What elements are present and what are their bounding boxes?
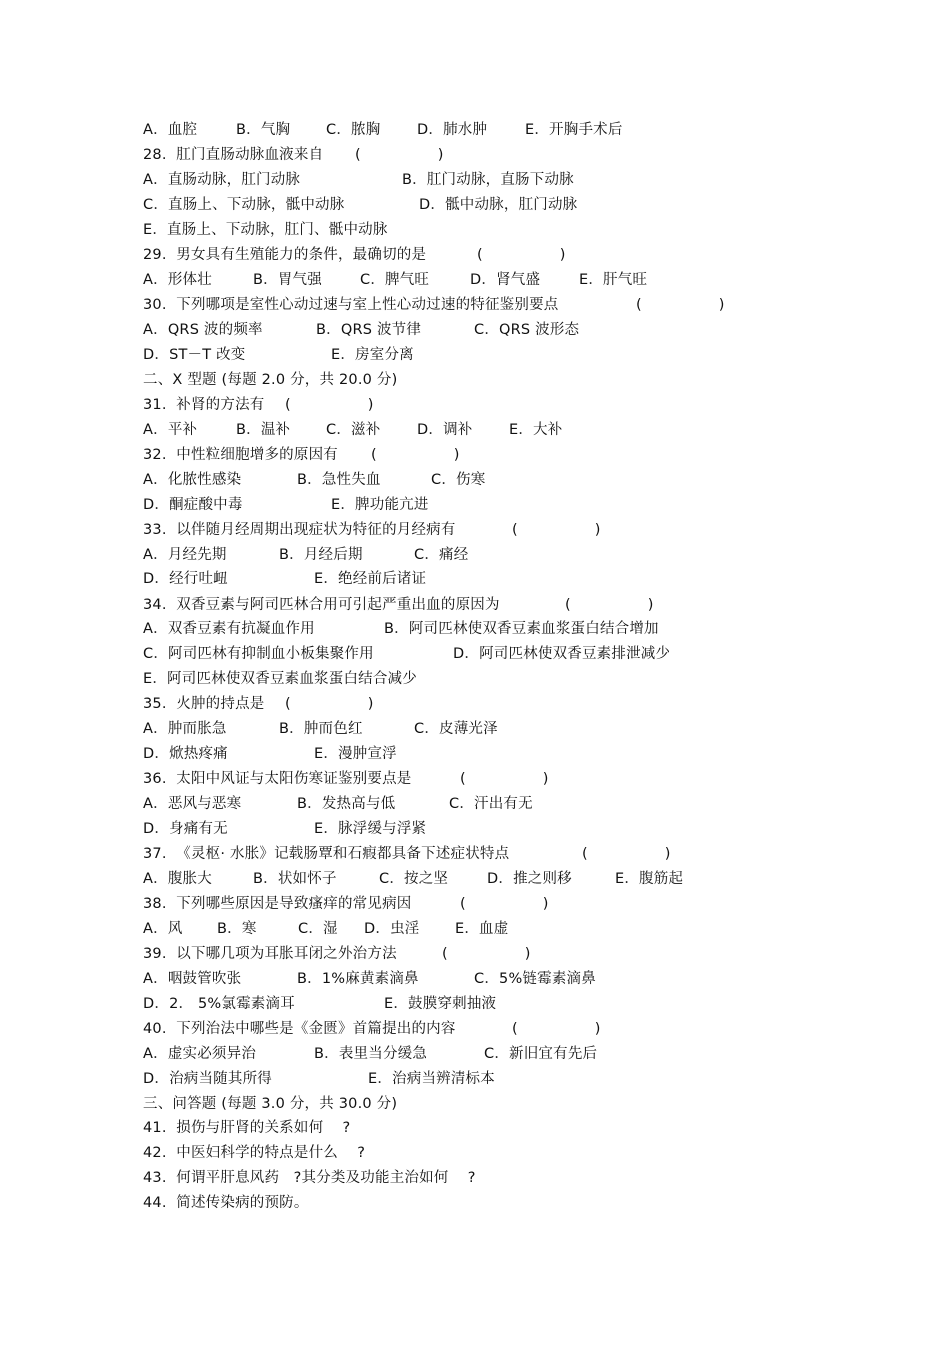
- answer-option: C．汗出有无: [449, 796, 533, 812]
- answer-option: B．寒: [217, 921, 257, 937]
- answer-option: A．化脓性感染: [143, 472, 242, 488]
- answer-option: D．骶中动脉，肛门动脉: [419, 197, 578, 213]
- answer-option: E．鼓膜穿刺抽液: [384, 996, 497, 1012]
- answer-option: A．双香豆素有抗凝血作用: [143, 621, 315, 637]
- question-text: 30. 下列哪项是室性心动过速与室上性心动过速的特征鉴别要点: [143, 297, 559, 313]
- answer-option: C．湿: [298, 921, 338, 937]
- answer-blank: ( ): [565, 597, 654, 613]
- answer-option: A．恶风与恶寒: [143, 796, 242, 812]
- answer-blank: ( ): [355, 147, 444, 163]
- question-text: 39. 以下哪几项为耳胀耳闭之外治方法: [143, 946, 397, 962]
- answer-option: A．直肠动脉，肛门动脉: [143, 172, 301, 188]
- answer-option: C．直肠上、下动脉，骶中动脉: [143, 197, 345, 213]
- answer-option: A．腹胀大: [143, 871, 212, 887]
- answer-option: D．经行吐衄: [143, 571, 228, 587]
- answer-option: A．风: [143, 921, 183, 937]
- answer-option: C．阿司匹林有抑制血小板集聚作用: [143, 646, 374, 662]
- question-text: 33. 以伴随月经周期出现症状为特征的月经病有: [143, 522, 456, 538]
- question-text: 37. 《灵枢· 水胀》记载肠覃和石瘕都具备下述症状特点: [143, 846, 510, 862]
- answer-option: A．血腔: [143, 122, 198, 138]
- answer-blank: ( ): [636, 297, 725, 313]
- answer-option: E．大补: [509, 422, 563, 438]
- answer-option: B．QRS 波节律: [316, 322, 422, 338]
- answer-option: A．月经先期: [143, 547, 227, 563]
- question-text: 29. 男女具有生殖能力的条件，最确切的是: [143, 247, 427, 263]
- question-text: 34. 双香豆素与阿司匹林合用可引起严重出血的原因为: [143, 597, 500, 613]
- question-text: 32. 中性粒细胞增多的原因有: [143, 447, 338, 463]
- answer-blank: ( ): [285, 397, 374, 413]
- answer-blank: ( ): [285, 696, 374, 712]
- answer-option: E．腹筋起: [615, 871, 684, 887]
- answer-option: E．房室分离: [331, 347, 414, 363]
- question-text: 41. 损伤与肝肾的关系如何 ?: [143, 1120, 351, 1136]
- question-text: 35. 火肿的持点是: [143, 696, 265, 712]
- answer-blank: ( ): [371, 447, 460, 463]
- section-title: 二、X 型题 (每题 2.0 分，共 20.0 分): [143, 372, 398, 388]
- answer-option: E．开胸手术后: [525, 122, 623, 138]
- answer-blank: ( ): [460, 896, 549, 912]
- answer-option: C．按之坚: [379, 871, 449, 887]
- answer-blank: ( ): [460, 771, 549, 787]
- answer-option: B．1%麻黄素滴鼻: [297, 971, 419, 987]
- answer-option: D．焮热疼痛: [143, 746, 228, 762]
- answer-option: A．QRS 波的频率: [143, 322, 263, 338]
- answer-option: E．绝经前后诸证: [314, 571, 427, 587]
- answer-option: E．直肠上、下动脉，肛门、骶中动脉: [143, 222, 388, 238]
- question-text: 28. 肛门直肠动脉血液来自: [143, 147, 324, 163]
- answer-option: B．发热高与低: [297, 796, 396, 812]
- answer-option: A．形体壮: [143, 272, 212, 288]
- answer-option: B．月经后期: [279, 547, 363, 563]
- answer-option: C．滋补: [326, 422, 381, 438]
- question-text: 43. 何谓平肝息风药 ?其分类及功能主治如何 ?: [143, 1170, 476, 1186]
- answer-option: C．伤寒: [431, 472, 486, 488]
- answer-option: D．虫淫: [364, 921, 420, 937]
- answer-blank: ( ): [582, 846, 671, 862]
- answer-option: D．肾气盛: [470, 272, 541, 288]
- answer-option: B．温补: [236, 422, 291, 438]
- answer-option: C．5%链霉素滴鼻: [474, 971, 596, 987]
- answer-option: B．胃气强: [253, 272, 322, 288]
- answer-blank: ( ): [512, 1021, 601, 1037]
- answer-option: C．脾气旺: [360, 272, 430, 288]
- answer-option: E．治病当辨清标本: [368, 1071, 495, 1087]
- answer-option: D．治病当随其所得: [143, 1071, 272, 1087]
- answer-option: A．肿而胀急: [143, 721, 227, 737]
- answer-option: C．皮薄光泽: [414, 721, 498, 737]
- answer-option: B．状如怀子: [253, 871, 337, 887]
- question-text: 40. 下列治法中哪些是《金匮》首篇提出的内容: [143, 1021, 456, 1037]
- answer-option: D．肺水肿: [417, 122, 488, 138]
- answer-option: D．调补: [417, 422, 473, 438]
- question-text: 36. 太阳中风证与太阳伤寒证鉴别要点是: [143, 771, 412, 787]
- question-text: 31. 补肾的方法有: [143, 397, 265, 413]
- answer-option: E．脉浮缓与浮紧: [314, 821, 427, 837]
- question-text: 38. 下列哪些原因是导致瘙痒的常见病因: [143, 896, 412, 912]
- answer-option: A．平补: [143, 422, 198, 438]
- answer-option: A．虚实必须异治: [143, 1046, 257, 1062]
- section-title: 三、问答题 (每题 3.0 分，共 30.0 分): [143, 1096, 398, 1112]
- answer-option: C．QRS 波形态: [474, 322, 580, 338]
- answer-option: C．脓胸: [326, 122, 381, 138]
- answer-option: B．肛门动脉，直肠下动脉: [402, 172, 574, 188]
- answer-option: D．酮症酸中毒: [143, 497, 243, 513]
- answer-option: D．推之则移: [487, 871, 572, 887]
- answer-option: C．痛经: [414, 547, 469, 563]
- answer-blank: ( ): [512, 522, 601, 538]
- answer-option: D．阿司匹林使双香豆素排泄减少: [453, 646, 671, 662]
- answer-option: B．阿司匹林使双香豆素血浆蛋白结合增加: [384, 621, 659, 637]
- answer-option: B．肿而色红: [279, 721, 363, 737]
- answer-option: E．脾功能亢进: [331, 497, 429, 513]
- answer-option: B．急性失血: [297, 472, 381, 488]
- answer-option: A．咽鼓管吹张: [143, 971, 242, 987]
- question-text: 42. 中医妇科学的特点是什么 ?: [143, 1145, 366, 1161]
- answer-option: D．ST－T 改变: [143, 347, 246, 363]
- answer-option: C．新旧宜有先后: [484, 1046, 598, 1062]
- answer-option: B．气胸: [236, 122, 291, 138]
- answer-option: B．表里当分缓急: [314, 1046, 428, 1062]
- question-text: 44. 简述传染病的预防。: [143, 1195, 309, 1211]
- answer-option: E．阿司匹林使双香豆素血浆蛋白结合减少: [143, 671, 417, 687]
- answer-blank: ( ): [442, 946, 531, 962]
- answer-option: E．漫肿宣浮: [314, 746, 397, 762]
- answer-option: E．肝气旺: [579, 272, 648, 288]
- answer-option: D．身痛有无: [143, 821, 228, 837]
- answer-option: D．2． 5%氯霉素滴耳: [143, 996, 295, 1012]
- answer-blank: ( ): [477, 247, 566, 263]
- answer-option: E．血虚: [455, 921, 509, 937]
